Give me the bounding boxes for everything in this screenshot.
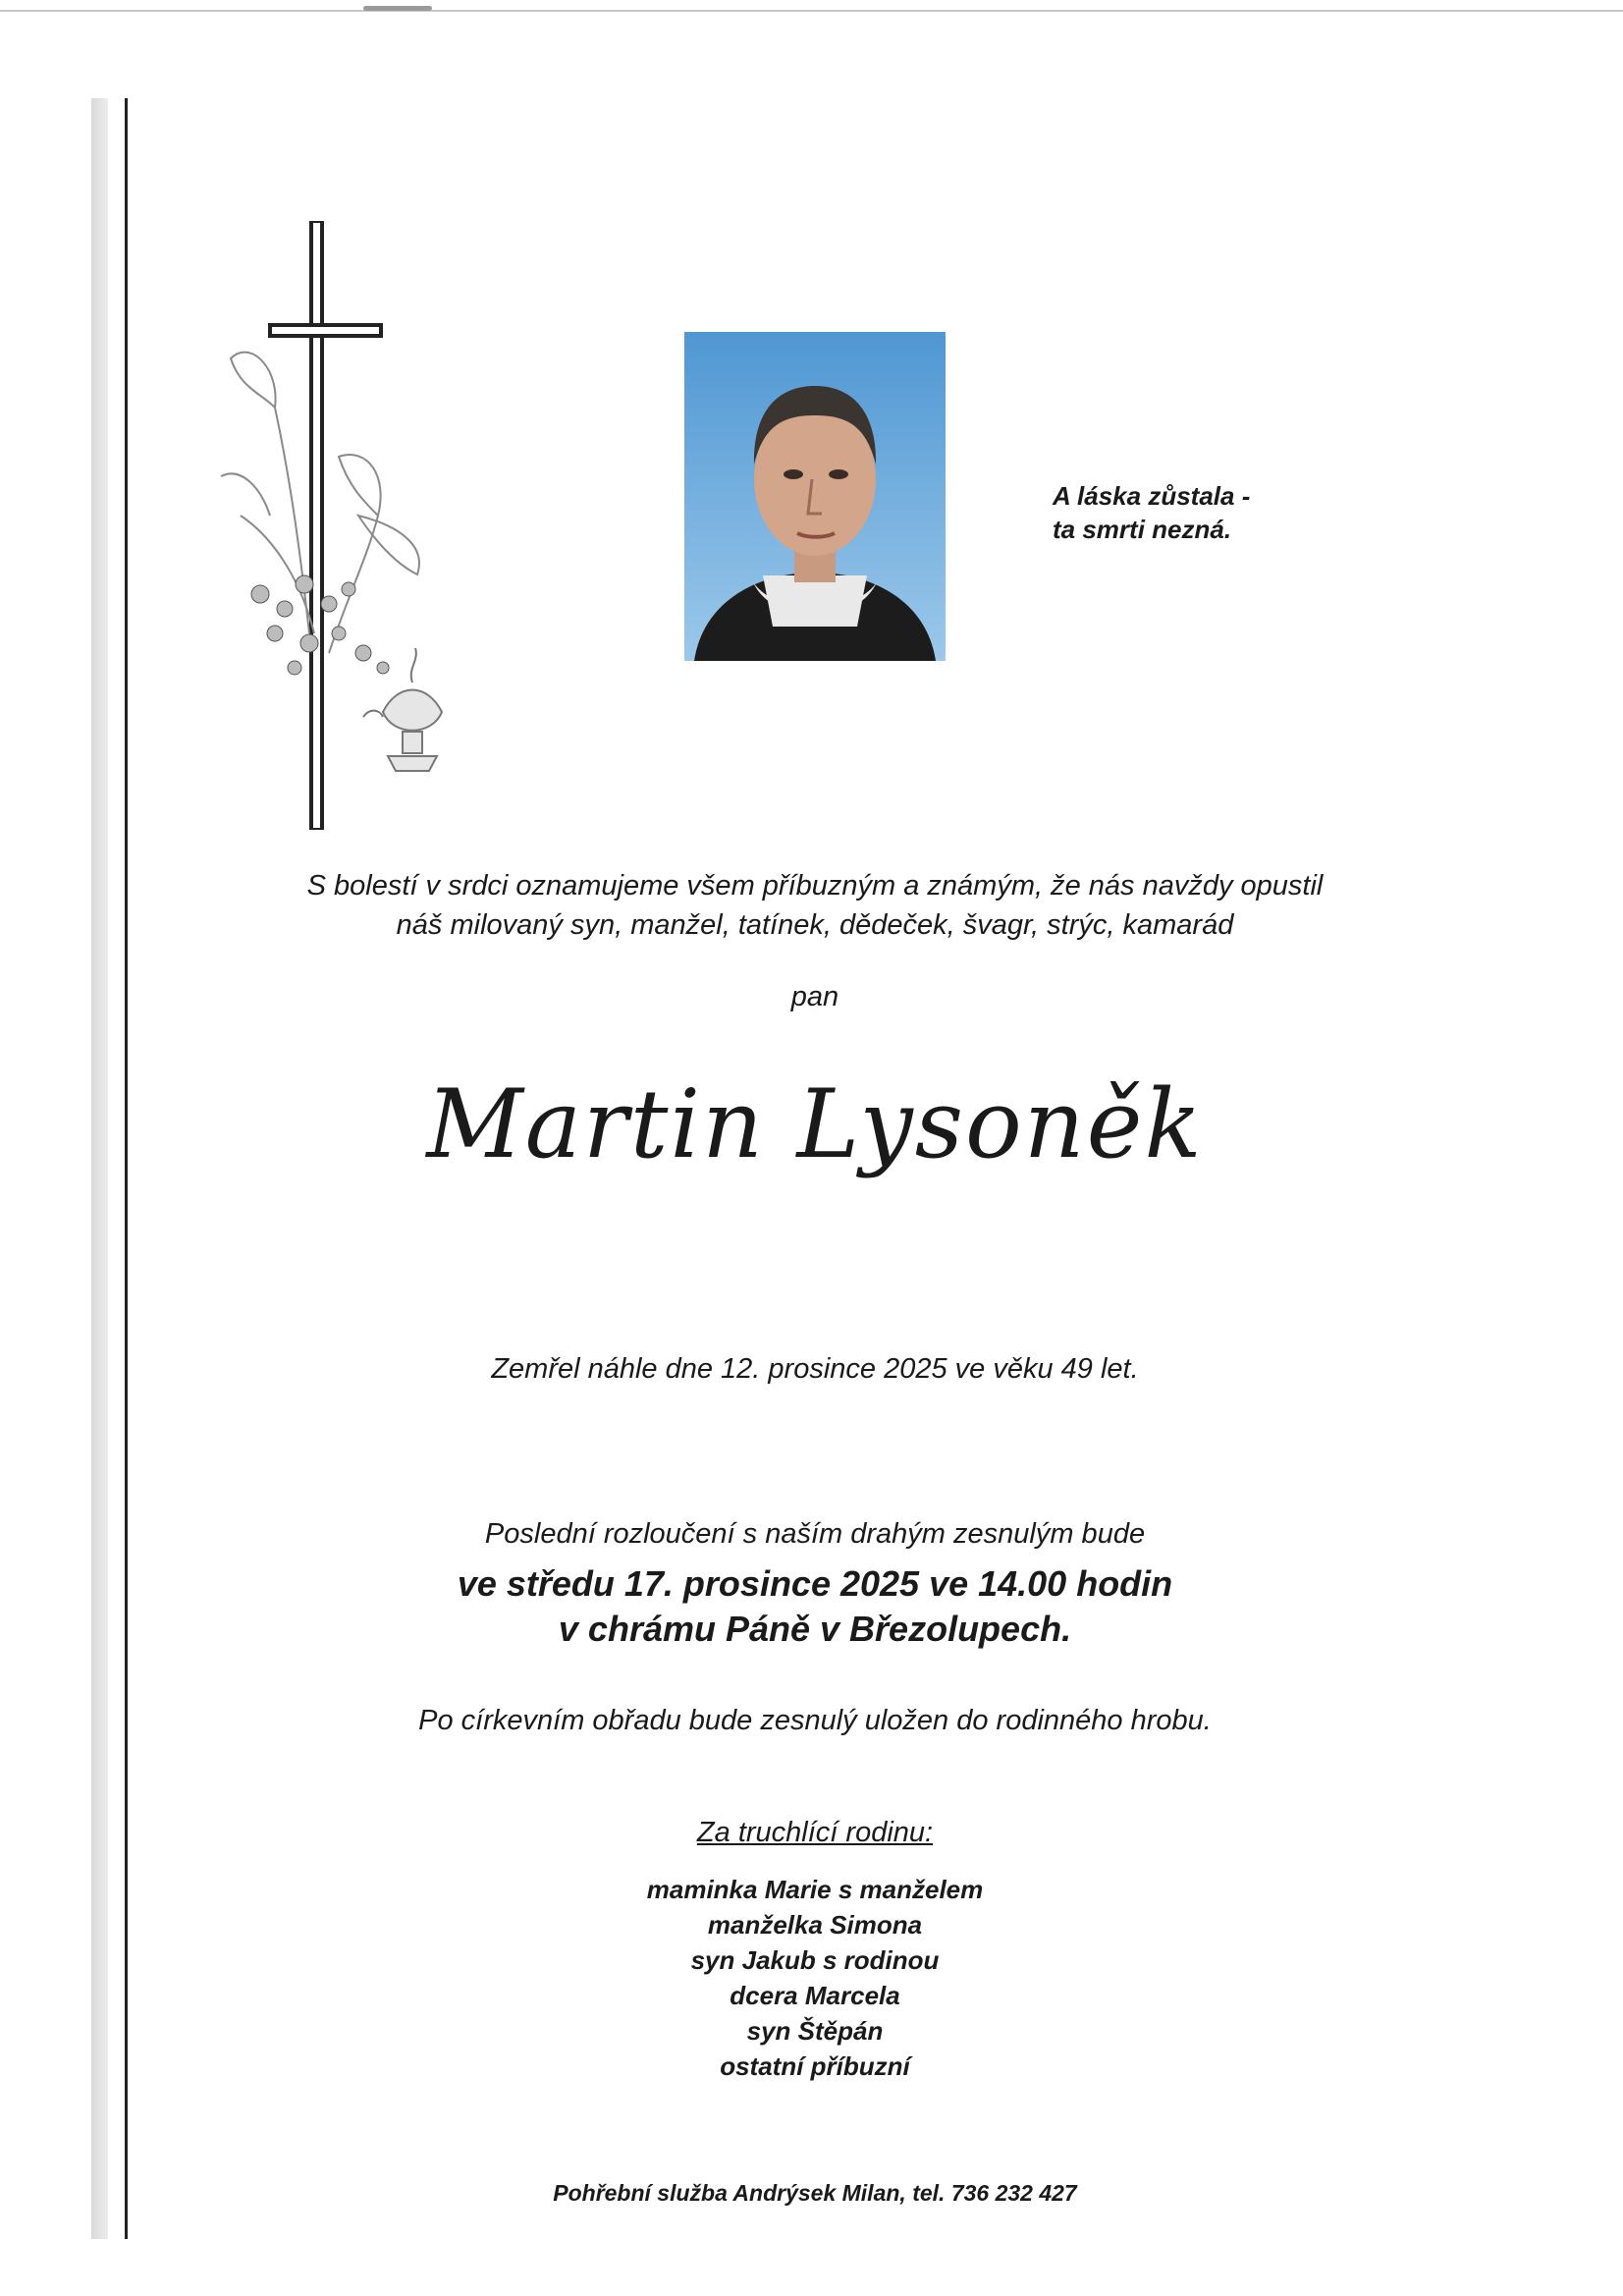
motto-line-1: A láska zůstala - bbox=[1053, 481, 1251, 511]
motto-quote bbox=[1053, 479, 1308, 546]
scan-mark bbox=[363, 6, 432, 11]
funeral-place: v chrámu Páně v Březolupech. bbox=[558, 1609, 1072, 1649]
announcement-text bbox=[255, 866, 1375, 945]
left-border-rule bbox=[125, 98, 128, 2239]
mourners-heading: Za truchlící rodinu: bbox=[696, 1817, 934, 1848]
oil-lamp-icon bbox=[363, 648, 442, 771]
cross-and-lilies-illustration bbox=[201, 221, 535, 830]
funeral-service-contact: Pohřební služba Andrýsek Milan, tel. 736 232 427 bbox=[553, 2180, 1077, 2206]
portrait-photo bbox=[684, 332, 946, 661]
deceased-name: Martin Lysoněk bbox=[426, 1069, 1204, 1179]
funeral-intro: Poslední rozloučení s naším drahým zesnulým bude bbox=[484, 1518, 1146, 1550]
mourner-item: syn Jakub s rodinou bbox=[690, 1945, 940, 1975]
honorific: pan bbox=[790, 981, 839, 1012]
mourner-item: syn Štěpán bbox=[746, 2016, 884, 2046]
mourner-item: ostatní příbuzní bbox=[720, 2051, 910, 2081]
mourners-list bbox=[255, 1872, 1375, 2084]
scan-edge-line bbox=[0, 10, 1623, 12]
mourner-item: dcera Marcela bbox=[730, 1981, 900, 2010]
announcement-line-2: náš milovaný syn, manžel, tatínek, dědeček, švagr, strýc, kamarád bbox=[396, 909, 1234, 941]
announcement-line-1: S bolestí v srdci oznamujeme všem příbuzným a známým, že nás navždy opustil bbox=[306, 870, 1324, 902]
death-notice: Zemřel náhle dne 12. prosince 2025 ve věku 49 let. bbox=[491, 1353, 1139, 1385]
motto-line-2: ta smrti nezná. bbox=[1053, 515, 1232, 544]
mourner-item: manželka Simona bbox=[707, 1910, 923, 1940]
mourner-item: maminka Marie s manželem bbox=[646, 1875, 984, 1904]
burial-note: Po církevním obřadu bude zesnulý uložen do rodinného hrobu. bbox=[418, 1705, 1212, 1736]
left-border-shade bbox=[91, 98, 108, 2239]
funeral-date-time: ve středu 17. prosince 2025 ve 14.00 hodin bbox=[457, 1563, 1173, 1604]
